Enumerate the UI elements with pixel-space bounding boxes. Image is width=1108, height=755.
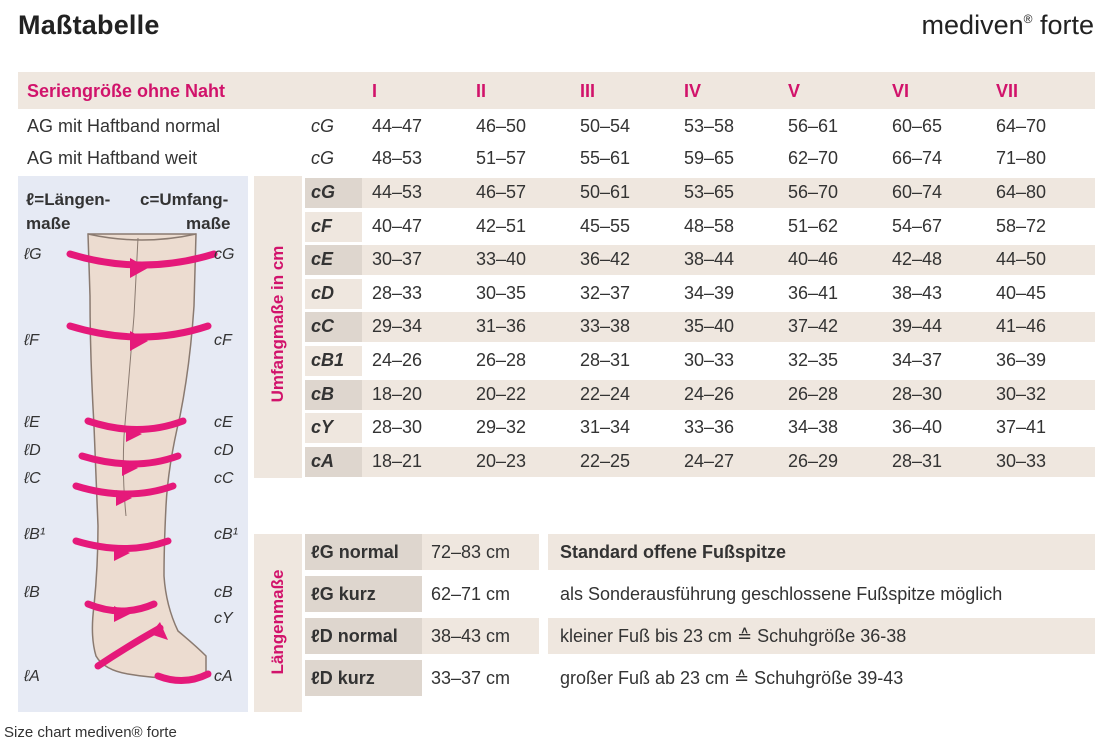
circumference-measure: cA <box>311 450 335 471</box>
circumference-value: 33–40 <box>476 249 527 270</box>
haftband-row-label: AG mit Haftband normal <box>27 116 221 136</box>
haftband-value: 51–57 <box>476 148 527 168</box>
circumference-value: 32–35 <box>788 350 839 370</box>
length-label: ℓG kurz <box>311 584 376 604</box>
circumference-value: 29–32 <box>476 417 527 438</box>
legend-circ-line2: maße <box>186 214 231 233</box>
leg-circumference-label: cD <box>214 442 234 459</box>
length-value: 62–71 cm <box>431 584 511 604</box>
circumference-value: 24–27 <box>684 450 735 471</box>
leg-circumference-label: cB¹ <box>214 526 238 543</box>
circumference-value: 36–40 <box>892 417 943 438</box>
circumference-value: 38–44 <box>684 249 735 270</box>
circumference-value: 42–51 <box>476 215 527 236</box>
circumference-value: 35–40 <box>684 316 735 337</box>
size-header-6: VI <box>892 81 910 101</box>
circumference-value: 30–35 <box>476 282 527 303</box>
leg-illustration <box>18 176 248 712</box>
length-label: ℓD normal <box>311 626 398 646</box>
haftband-value: 59–65 <box>684 148 735 168</box>
circumference-measure: cD <box>311 282 335 303</box>
circumference-value: 30–33 <box>684 350 735 370</box>
size-header-1: I <box>372 81 378 101</box>
circumference-value: 34–39 <box>684 282 735 303</box>
circumference-value: 44–50 <box>996 249 1047 270</box>
circumference-value: 48–58 <box>684 215 735 236</box>
haftband-value: 48–53 <box>372 148 423 168</box>
circumference-value: 20–22 <box>476 383 527 404</box>
circumference-value: 31–34 <box>580 417 631 438</box>
circumference-value: 28–30 <box>372 417 423 438</box>
size-chart <box>18 72 1095 712</box>
leg-circumference-label: cF <box>214 332 232 349</box>
circumference-value: 22–25 <box>580 450 631 471</box>
circumference-heading: Umfangmaße in cm <box>268 245 287 403</box>
circumference-value: 32–37 <box>580 282 631 303</box>
haftband-value: 55–61 <box>580 148 631 168</box>
circumference-measure: cE <box>311 249 334 270</box>
brand-name: mediven <box>921 10 1024 40</box>
circumference-measure: cG <box>311 182 336 202</box>
length-value: 72–83 cm <box>431 542 511 562</box>
length-heading: Längenmaße <box>268 569 287 675</box>
circumference-value: 37–42 <box>788 316 839 337</box>
brand-logo <box>922 10 1094 41</box>
leg-length-label: ℓE <box>24 414 40 431</box>
length-label: ℓG normal <box>311 542 399 562</box>
circumference-value: 38–43 <box>892 282 943 303</box>
haftband-row-label: AG mit Haftband weit <box>27 148 198 168</box>
circumference-value: 18–21 <box>372 450 423 471</box>
circumference-value: 24–26 <box>684 383 735 404</box>
brand-suffix: forte <box>1039 10 1094 40</box>
leg-length-label: ℓG <box>24 246 42 263</box>
haftband-value: 60–65 <box>892 116 943 136</box>
circumference-value: 51–62 <box>788 215 839 236</box>
size-header-2: II <box>476 81 487 101</box>
haftband-value: 44–47 <box>372 116 423 136</box>
circumference-value: 26–28 <box>788 383 839 404</box>
leg-length-label: ℓF <box>24 332 39 349</box>
size-header-5: V <box>788 81 801 101</box>
leg-circumference-label: cY <box>214 610 233 627</box>
circumference-value: 45–55 <box>580 215 631 236</box>
image-caption: Size chart mediven® forte <box>4 724 177 741</box>
circumference-value: 36–42 <box>580 249 631 270</box>
circumference-value: 30–32 <box>996 383 1047 404</box>
leg-circumference-label: cE <box>214 414 233 431</box>
leg-length-label: ℓB <box>24 584 40 601</box>
haftband-value: 62–70 <box>788 148 839 168</box>
circumference-value: 28–31 <box>892 450 943 471</box>
circumference-measure: cY <box>311 417 334 438</box>
circumference-measure: cC <box>311 316 335 337</box>
circumference-value: 39–44 <box>892 316 943 337</box>
circumference-value: 40–47 <box>372 215 423 236</box>
legend-length-line2: maße <box>26 214 71 233</box>
haftband-value: 64–70 <box>996 116 1047 136</box>
haftband-measure: cG <box>311 148 335 168</box>
length-note: als Sonderausführung geschlossene Fußspitze möglich <box>560 584 1003 604</box>
circumference-value: 60–74 <box>892 182 943 202</box>
circumference-value: 58–72 <box>996 215 1047 236</box>
haftband-value: 50–54 <box>580 116 631 136</box>
circumference-value: 41–46 <box>996 316 1047 337</box>
leg-length-label: ℓA <box>24 668 40 685</box>
circumference-value: 54–67 <box>892 215 943 236</box>
circumference-value: 42–48 <box>892 249 943 270</box>
length-label: ℓD kurz <box>311 668 375 688</box>
haftband-value: 56–61 <box>788 116 839 136</box>
circumference-value: 56–70 <box>788 182 839 202</box>
circumference-value: 30–33 <box>996 450 1047 471</box>
circumference-value: 24–26 <box>372 350 423 370</box>
circumference-value: 26–29 <box>788 450 839 471</box>
circumference-value: 40–45 <box>996 282 1047 303</box>
circumference-value: 44–53 <box>372 182 423 202</box>
circumference-value: 26–28 <box>476 350 527 370</box>
circumference-value: 20–23 <box>476 450 527 471</box>
size-header-3: III <box>580 81 596 101</box>
circumference-value: 29–34 <box>372 316 423 337</box>
legend-circ-line1: c=Umfang- <box>140 190 229 209</box>
length-value: 33–37 cm <box>431 668 511 688</box>
circumference-value: 22–24 <box>580 383 631 404</box>
circumference-measure: cB <box>311 383 335 404</box>
haftband-value: 46–50 <box>476 116 527 136</box>
legend-length-line1: ℓ=Längen- <box>26 190 111 209</box>
circumference-measure: cF <box>311 215 333 236</box>
page-title: Maßtabelle <box>18 10 160 40</box>
length-value: 38–43 cm <box>431 626 511 646</box>
length-note: Standard offene Fußspitze <box>560 542 787 562</box>
circumference-value: 34–38 <box>788 417 839 438</box>
length-note: großer Fuß ab 23 cm ≙ Schuhgröße 39-43 <box>560 668 904 688</box>
circumference-value: 37–41 <box>996 417 1047 438</box>
leg-circumference-label: cC <box>214 470 234 487</box>
circumference-value: 28–33 <box>372 282 423 303</box>
leg-circumference-label: cG <box>214 246 235 263</box>
brand-registered-mark: ® <box>1023 12 1033 26</box>
circumference-value: 50–61 <box>580 182 631 202</box>
leg-circumference-label: cA <box>214 668 233 685</box>
circumference-value: 28–30 <box>892 383 943 404</box>
circumference-value: 46–57 <box>476 182 527 202</box>
leg-length-label: ℓD <box>24 442 41 459</box>
size-header-4: IV <box>684 81 702 101</box>
circumference-value: 64–80 <box>996 182 1047 202</box>
haftband-value: 53–58 <box>684 116 735 136</box>
haftband-measure: cG <box>311 116 335 136</box>
circumference-value: 31–36 <box>476 316 527 337</box>
circumference-value: 36–41 <box>788 282 839 303</box>
leg-length-label: ℓB¹ <box>24 526 46 543</box>
circumference-value: 36–39 <box>996 350 1047 370</box>
circumference-value: 28–31 <box>580 350 631 370</box>
size-header-7: VII <box>996 81 1019 101</box>
circumference-measure: cB1 <box>311 350 345 370</box>
circumference-value: 34–37 <box>892 350 943 370</box>
circumference-value: 53–65 <box>684 182 735 202</box>
leg-circumference-label: cB <box>214 584 233 601</box>
leg-length-label: ℓC <box>24 470 41 487</box>
haftband-value: 71–80 <box>996 148 1047 168</box>
circumference-value: 18–20 <box>372 383 423 404</box>
circumference-value: 33–36 <box>684 417 735 438</box>
circumference-value: 40–46 <box>788 249 839 270</box>
circumference-value: 30–37 <box>372 249 423 270</box>
length-note: kleiner Fuß bis 23 cm ≙ Schuhgröße 36-38 <box>560 626 907 646</box>
haftband-value: 66–74 <box>892 148 943 168</box>
circumference-value: 33–38 <box>580 316 631 337</box>
series-size-label: Seriengröße ohne Naht <box>27 81 226 101</box>
